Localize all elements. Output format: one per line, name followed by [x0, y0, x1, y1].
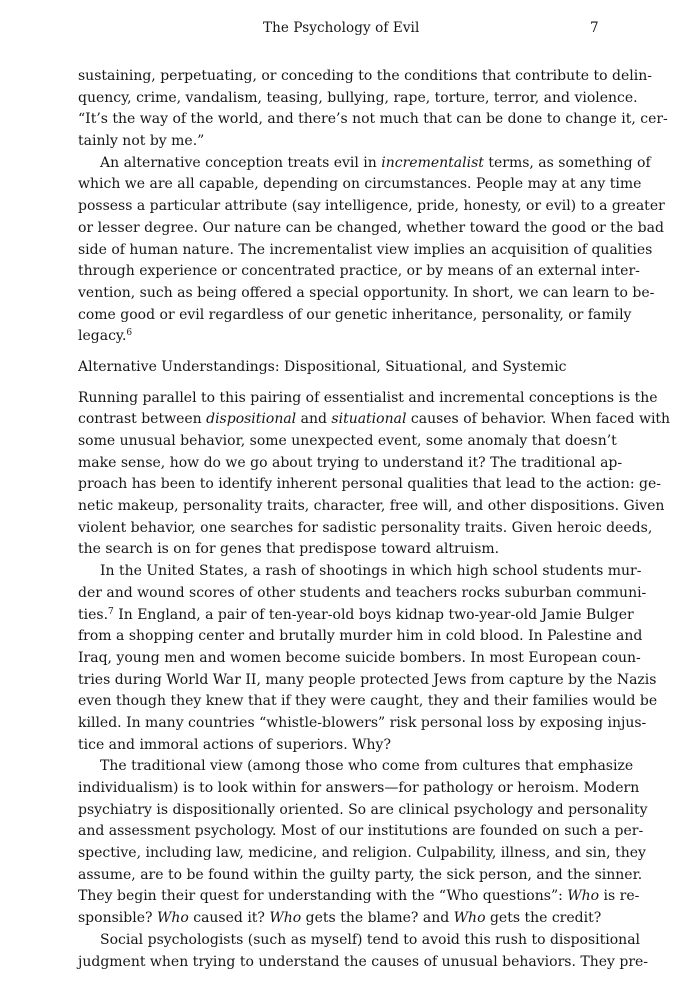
text-run: In England, a pair of ten-year-old boys kidnap two-year-old Jamie Bulger: [113, 606, 634, 623]
text-line: or lesser degree. Our nature can be changed, whether toward the good or the bad: [78, 219, 664, 236]
text-run: causes of behavior. When faced with: [406, 411, 671, 428]
italic-term: situational: [331, 411, 407, 428]
text-run: gets the blame? and: [301, 910, 454, 927]
footnote-marker: 7: [108, 606, 114, 617]
text-line: [78, 153, 651, 175]
text-line: Iraq, young men and women become suicide bombers. In most European coun-: [78, 649, 641, 666]
text-line: from a shopping center and brutally murder him in cold blood. In Palestine and: [78, 628, 643, 645]
text-line: Social psychologists (such as myself) tend to avoid this rush to dispositional: [100, 931, 641, 948]
text-line: [78, 605, 634, 627]
text-line: In the United States, a rash of shootings in which high school students mur-: [100, 563, 642, 580]
text-run: ties.: [78, 606, 109, 623]
text-line: possess a particular attribute (say intelligence, pride, honesty, or evil) to a greater: [78, 198, 665, 215]
text-line: vention, such as being offered a special opportunity. In short, we can learn to be-: [78, 284, 655, 301]
text-line: through experience or concentrated practice, or by means of an external inter-: [78, 263, 640, 280]
paragraph-5: [78, 756, 648, 930]
text-line: tries during World War II, many people protected Jews from capture by the Nazis: [78, 671, 657, 688]
text-run: They begin their quest for understanding with the “Who questions”:: [78, 888, 568, 905]
text-line: Running parallel to this pairing of essentialist and incremental conceptions is the: [78, 389, 658, 406]
text-line: “It’s the way of the world, and there’s not much that can be done to change it, cer-: [78, 111, 668, 128]
text-line: even though they knew that if they were caught, they and their families would be: [78, 693, 658, 710]
paragraph-1: [78, 66, 668, 153]
italic-term: Who: [453, 910, 486, 927]
text-line: quency, crime, vandalism, teasing, bullying, rape, torture, terror, and violence.: [78, 89, 638, 106]
text-line: [78, 886, 640, 908]
text-run: An alternative conception treats evil in: [100, 154, 382, 171]
text-line: the search is on for genes that predispose toward altruism.: [78, 541, 500, 558]
text-run: caused it?: [188, 910, 270, 927]
text-line: der and wound scores of other students and teachers rocks suburban communi-: [78, 584, 647, 601]
text-line: [78, 409, 671, 431]
text-line: sustaining, perpetuating, or conceding to the conditions that contribute to delin-: [78, 68, 652, 84]
paragraph-2: [78, 153, 665, 348]
section-heading: Alternative Understandings: Dispositional, Situational, and Systemic: [78, 358, 567, 375]
text-line: some unusual behavior, some unexpected event, some anomaly that doesn’t: [78, 433, 617, 449]
text-line: The traditional view (among those who come from cultures that emphasize: [100, 758, 634, 775]
text-line: judgment when trying to understand the causes of unusual behaviors. They pre-: [78, 953, 649, 970]
text-line: psychiatry is dispositionally oriented. So are clinical psychology and personality: [78, 801, 648, 818]
italic-term: Who: [156, 910, 189, 927]
text-line: killed. In many countries “whistle-blowers” risk personal loss by exposing injus-: [78, 714, 647, 731]
italic-term: Who: [269, 910, 302, 927]
italic-term: Who: [567, 888, 600, 905]
text-line: [78, 326, 602, 348]
text-line: spective, including law, medicine, and religion. Culpability, illness, and sin, they: [78, 845, 646, 862]
text-run: and: [296, 411, 332, 428]
text-line: make sense, how do we go about trying to understand it? The traditional ap-: [78, 454, 623, 471]
page-number: 7: [590, 20, 599, 36]
text-line: assume, are to be found within the guilty party, the sick person, and the sinner.: [78, 866, 643, 883]
italic-term: dispositional: [206, 411, 297, 428]
body-text: [78, 66, 671, 973]
text-line: tice and immoral actions of superiors. Why?: [78, 736, 391, 753]
footnote-marker: 6: [126, 328, 133, 339]
text-line: violent behavior, one searches for sadistic personality traits. Given heroic deeds,: [78, 519, 653, 536]
text-run: legacy.: [78, 328, 127, 345]
text-run: contrast between: [78, 411, 207, 428]
text-line: [78, 908, 602, 930]
paragraph-6: [78, 930, 649, 973]
text-run: is re-: [599, 888, 640, 905]
italic-term: incrementalist: [381, 154, 484, 171]
text-line: come good or evil regardless of our genetic inheritance, personality, or family: [78, 306, 632, 323]
text-line: tainly not by me.”: [78, 133, 205, 150]
paragraph-3: [78, 388, 671, 562]
text-line: and assessment psychology. Most of our institutions are founded on such a per-: [78, 823, 644, 840]
text-line: individualism) is to look within for answers—for pathology or heroism. Modern: [78, 780, 640, 796]
running-head: The Psychology of Evil: [263, 20, 420, 36]
text-run: terms, as something of: [483, 154, 651, 171]
text-run: sponsible?: [78, 910, 157, 927]
text-line: netic makeup, personality traits, character, free will, and other dispositions. Given: [78, 498, 665, 515]
paragraph-4: [78, 561, 658, 756]
text-line: which we are all capable, depending on circumstances. People may at any time: [78, 176, 642, 193]
text-run: gets the credit?: [485, 910, 602, 927]
text-line: side of human nature. The incrementalist view implies an acquisition of qualities: [78, 241, 653, 258]
text-line: proach has been to identify inherent personal qualities that lead to the action: ge-: [78, 476, 661, 493]
